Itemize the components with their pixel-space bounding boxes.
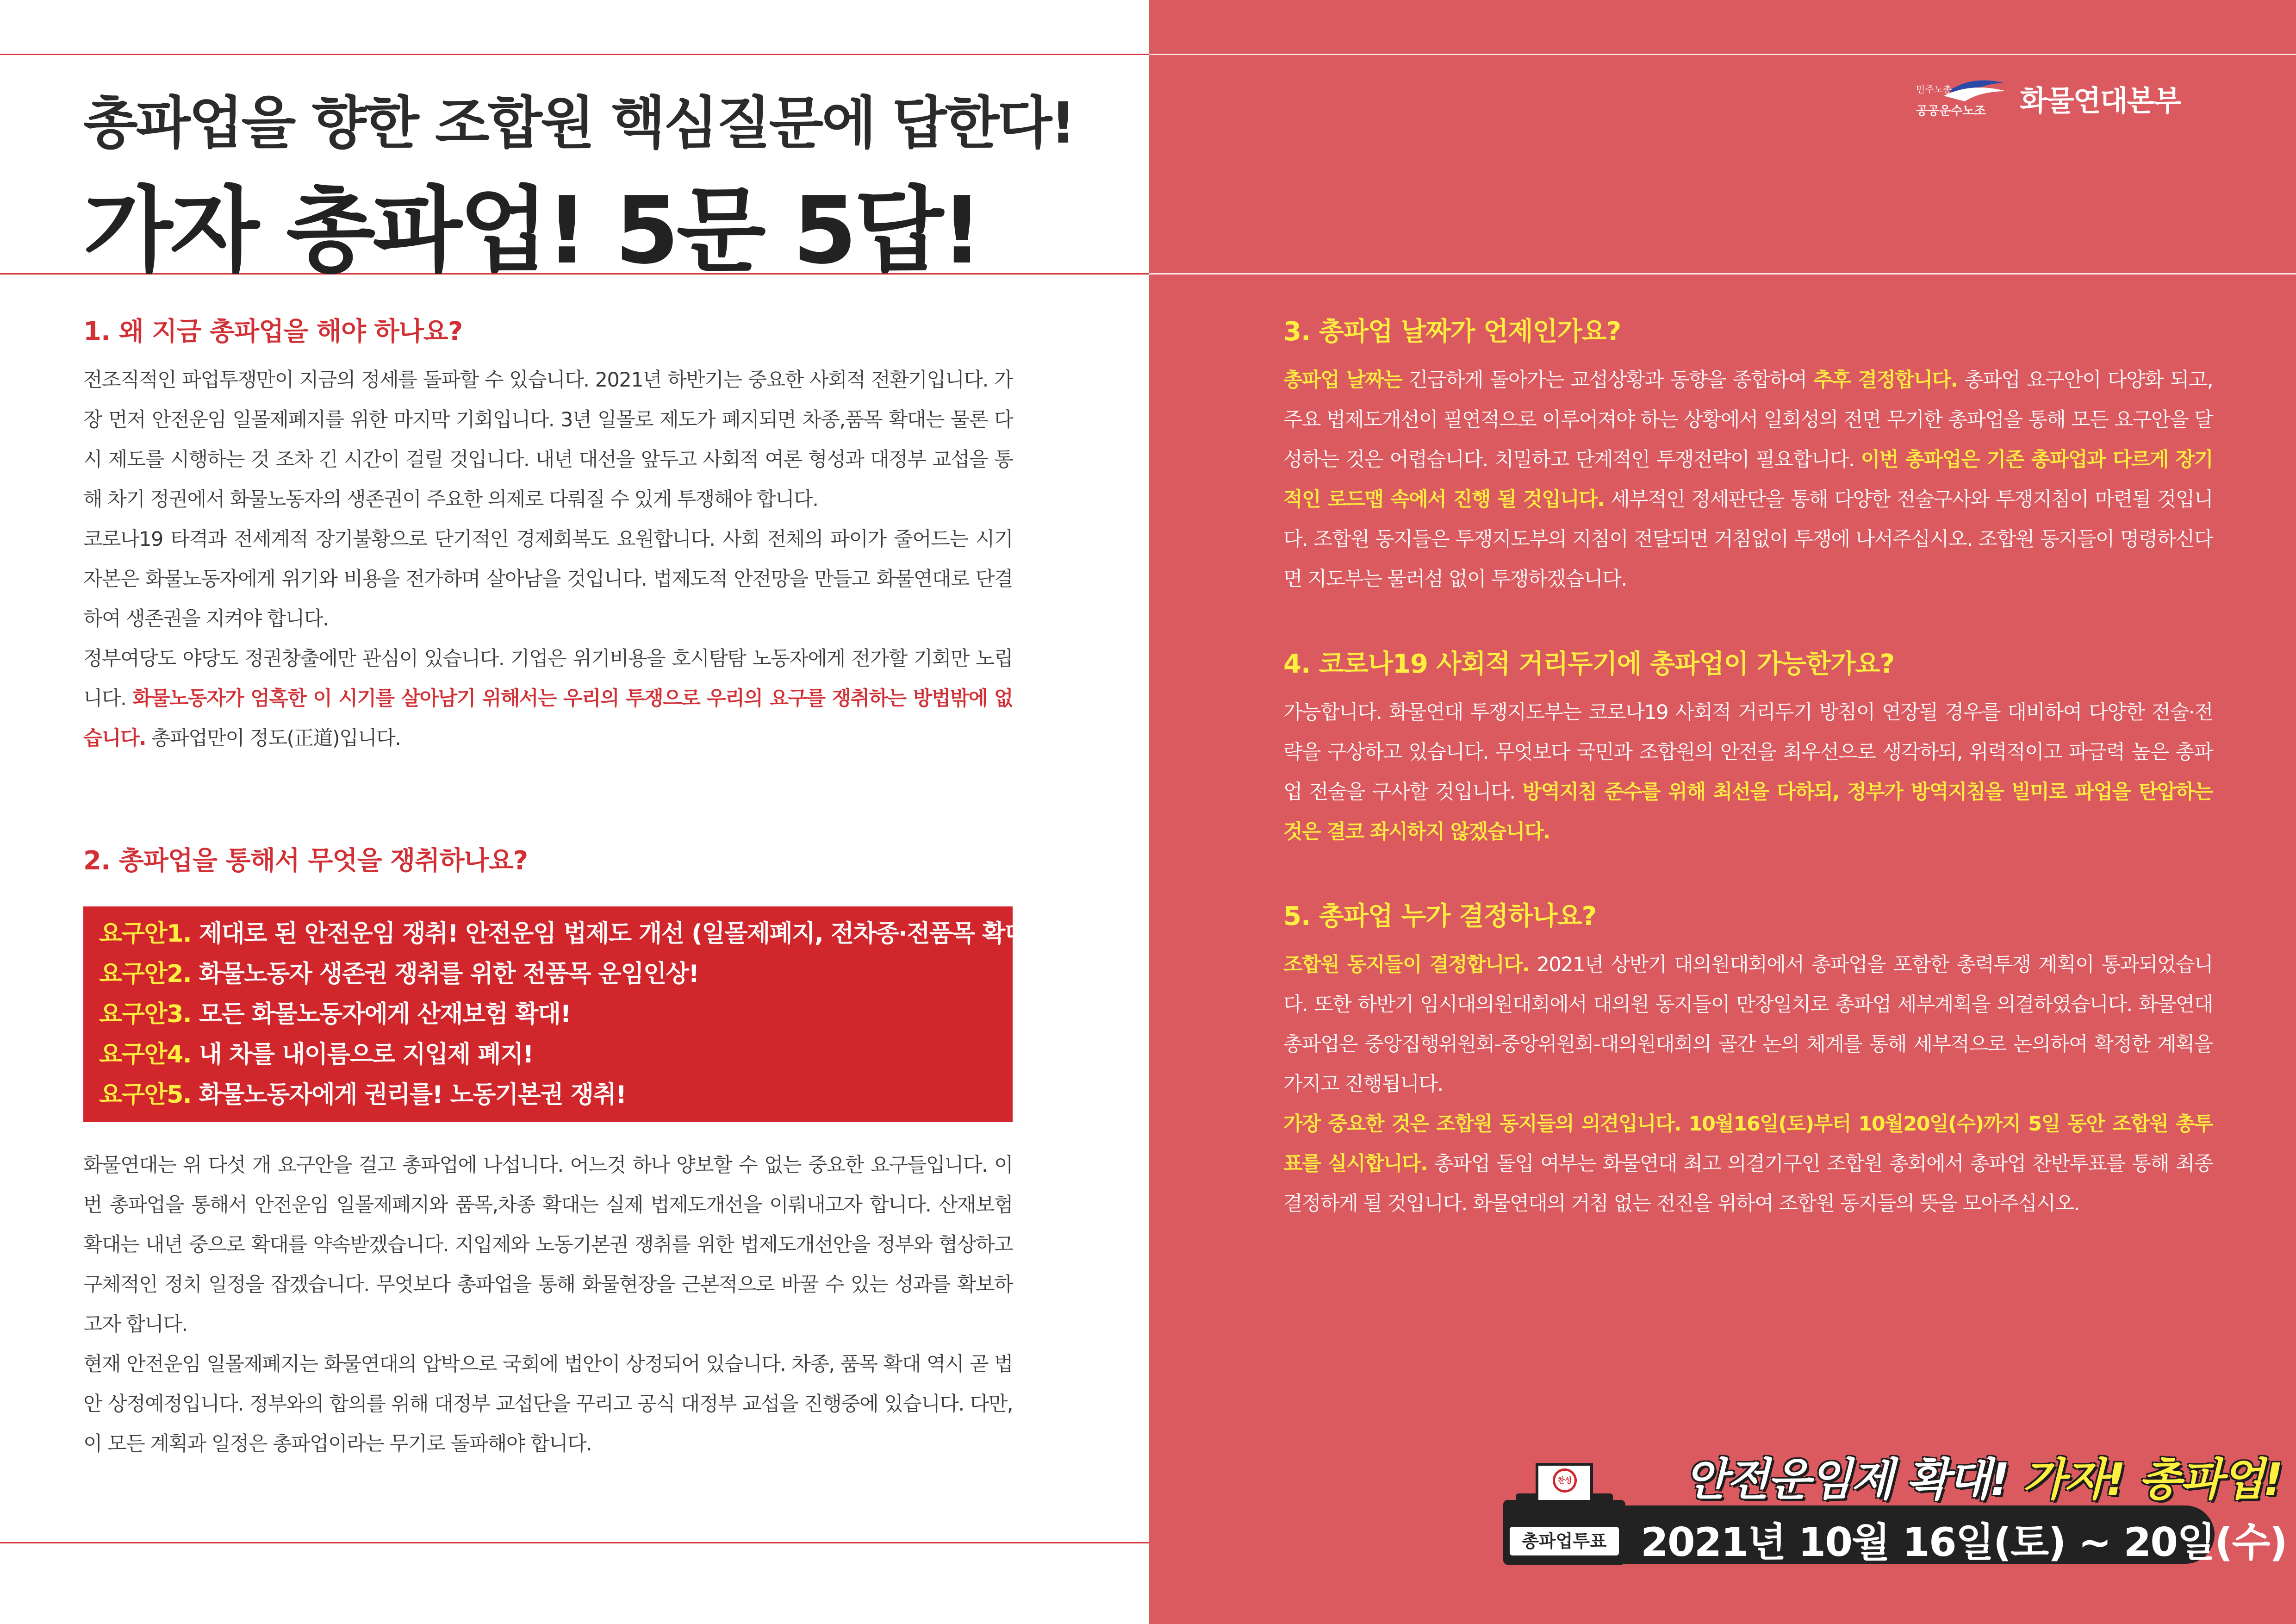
vote-date: 2021년 10월 16일(토) ~ 20일(수) [1641,1519,2287,1566]
bottom-rule-left [0,1542,1149,1543]
q5-paragraph-1 [1283,945,2213,1104]
q3-heading: 3. 총파업 날짜가 언제인가요? [1283,317,1621,347]
q3-paragraph [1283,360,2213,599]
q1-highlight: 화물노동자가 엄혹한 이 시기를 살아남기 위해서는 우리의 투쟁으로 우리의 요구를 쟁취하는 방법밖에 없습니다. [83,687,1013,750]
demand-label: 요구안4. [99,1041,192,1068]
logo-mark [1916,73,2009,124]
q1-body [83,360,1013,758]
logo-org-name: 화물연대본부 [2020,83,2181,118]
q5-text-2: 총파업 돌입 여부는 화물연대 최고 의결기구인 조합원 총회에서 총파업 찬반투표를 통해 최종 결정하게 될 것입니다. 화물연대의 거침 없는 전진을 위하여 조합원 동지들의 뜻을 모아주십시오. [1283,1152,2213,1215]
q3-highlight-3: 이번 총파업은 기존 총파업과 다르게 장기적인 로드맵 속에서 진행 될 것입니다. [1283,448,2213,511]
q1-heading: 1. 왜 지금 총파업을 해야 하나요? [83,317,463,347]
q1-paragraph-2: 코로나19 타격과 전세계적 장기불황으로 단기적인 경제회복도 요원합니다. 사회 전체의 파이가 줄어드는 시기 자본은 화물노동자에게 위기와 비용을 전가하며 살아남을 것입니다. 법제도적 안전망을 만들고 화물연대로 단결하여 생존권을 지켜야 합니다. [83,528,1013,631]
slogan-yellow: 가자! 총파업! [2022,1454,2282,1505]
q5-body [1283,945,2213,1224]
q5-highlight-2: 가장 중요한 것은 조합원 동지들의 의견입니다. 10월16일(토)부터 10월20일(수)까지 5일 동안 조합원 총투표를 실시합니다. [1283,1112,2213,1175]
union-logo [1916,70,2180,126]
demand-text: 제대로 된 안전운임 쟁취! 안전운임 법제도 개선 (일몰제폐지, 전차종·전품목 확대) [191,920,1038,948]
q4-text-1: 가능합니다. 화물연대 투쟁지도부는 코로나19 사회적 거리두기 방침이 연장될 경우를 대비하여 다양한 전술·전략을 구상하고 있습니다. 무엇보다 국민과 조합원의 안전을 최우선으로 생각하되, 위력적이고 파급력 높은 총파업 전술을 구사할 것입니다. [1283,701,2213,804]
q4-highlight-1: 방역지침 준수를 위해 최선을 다하되, 정부가 방역지침을 빌미로 파업을 탄압하는 것은 결코 좌시하지 않겠습니다. [1283,781,2213,843]
q2-paragraph-2: 현재 안전운임 일몰제폐지는 화물연대의 압박으로 국회에 법안이 상정되어 있습니다. 차종, 품목 확대 역시 곧 법안 상정예정입니다. 정부와의 합의를 위해 대정부 교섭단을 꾸리고 공식 대정부 교섭을 진행중에 있습니다. 다만, 이 모든 계획과 일정은 총파업이라는 무기로 돌파해야 합니다. [83,1353,1013,1455]
top-rule-left [0,54,1149,55]
q3-text-3: 세부적인 정세판단을 통해 다양한 전술구사와 투쟁지침이 마련될 것입니다. 조합원 동지들은 투쟁지도부의 지침이 전달되면 거침없이 투쟁에 나서주십시오. 조합원 동지들이 명령하신다면 지도부는 물러섬 없이 투쟁하겠습니다. [1283,488,2213,591]
q2-body [83,1145,1013,1464]
q5-paragraph-2 [1283,1104,2213,1224]
q1-paragraph-3 [83,639,1013,758]
q1-text-b: 총파업만이 정도(正道)입니다. [145,727,401,750]
demand-label: 요구안1. [99,920,192,948]
demand-label: 요구안3. [99,1000,192,1028]
demand-item [99,1075,1013,1115]
demand-text: 화물노동자 생존권 쟁취를 위한 전품목 운임인상! [191,960,699,988]
q1-text-a: 정부여당도 야당도 정권창출에만 관심이 있습니다. 기업은 위기비용을 호시탐탐 노동자에게 전가할 기회만 노립니다. [83,647,1013,710]
q3-text-2: 총파업 요구안이 다양화 되고, 주요 법제도개선이 필연적으로 이루어져야 하는 상황에서 일회성의 전면 무기한 총파업을 통해 모든 요구안을 달성하는 것은 어렵습니다. 치밀하고 단계적인 투쟁전략이 필요합니다. [1283,369,2213,471]
q5-heading: 5. 총파업 누가 결정하나요? [1283,901,1597,931]
slogan [1685,1444,2282,1508]
logo-union-name: 공공운수노조 [1916,104,1986,118]
ballot-box-label: 총파업투표 [1522,1531,1607,1551]
demand-text: 화물노동자에게 권리를! 노동기본권 쟁취! [191,1081,626,1109]
q2-paragraph-1: 화물연대는 위 다섯 개 요구안을 걸고 총파업에 나섭니다. 어느것 하나 양보할 수 없는 중요한 요구들입니다. 이번 총파업을 통해서 안전운임 일몰제폐지와 품목,차종 확대는 실제 법제도개선을 이뤄내고자 합니다. 산재보험 확대는 내년 중으로 확대를 약속받겠습니다. 지입제와 노동기본권 쟁취를 위한 법제도개선안을 정부와 협상하고 구체적인 정치 일정을 잡겠습니다. 무엇보다 총파업을 통해 화물현장을 근본적으로 바꿀 수 있는 성과를 확보하고자 합니다. [83,1154,1013,1336]
page-subtitle: 총파업을 향한 조합원 핵심질문에 답한다! [83,90,1075,156]
demand-item [99,914,1038,954]
demand-text: 내 차를 내이름으로 지입제 폐지! [191,1041,533,1068]
logo-small-text: 민주노총 [1916,84,1952,95]
q2-heading: 2. 총파업을 통해서 무엇을 쟁취하나요? [83,846,528,876]
slogan-white: 안전운임제 확대! [1685,1454,2022,1505]
demand-item [99,1035,1013,1075]
q4-body [1283,693,2213,852]
q3-highlight-2: 추후 결정합니다. [1813,369,1958,392]
q3-body [1283,360,2213,599]
demands-box [83,906,1038,1122]
q5-text-1: 2021년 상반기 대의원대회에서 총파업을 포함한 총력투쟁 계획이 통과되었습니다. 또한 하반기 임시대의원대회에서 대의원 동지들이 만장일치로 총파업 세부계획을 의결하였습니다. 화물연대 총파업은 중앙집행위원회-중앙위원회-대의원대회의 골간 논의 체계를 통해 세부적으로 논의하여 확정한 계획을 가지고 진행됩니다. [1283,953,2213,1096]
demand-text: 모든 화물노동자에게 산재보험 확대! [191,1000,571,1028]
q3-highlight-1: 총파업 날짜는 [1283,369,1402,392]
demand-item [99,994,1013,1035]
q5-highlight-1: 조합원 동지들이 결정합니다. [1283,953,1529,976]
demand-label: 요구안5. [99,1081,192,1109]
demand-item [99,954,1013,994]
q1-paragraph-1: 전조직적인 파업투쟁만이 지금의 정세를 돌파할 수 있습니다. 2021년 하반기는 중요한 사회적 전환기입니다. 가장 먼저 안전운임 일몰제폐지를 위한 마지막 기회입니다. 3년 일몰로 제도가 폐지되면 차종,품목 확대는 물론 다시 제도를 시행하는 것 조차 긴 시간이 걸릴 것입니다. 내년 대선을 앞두고 사회적 여론 형성과 대정부 교섭을 통해 차기 정권에서 화물노동자의 생존권이 주요한 의제로 다뤄질 수 있게 투쟁해야 합니다. [83,369,1013,511]
q4-paragraph [1283,693,2213,852]
q4-heading: 4. 코로나19 사회적 거리두기에 총파업이 가능한가요? [1283,649,1895,679]
top-rule-right [1149,54,2296,55]
q3-text-1: 긴급하게 돌아가는 교섭상황과 동향을 종합하여 [1402,369,1814,392]
approve-stamp-icon: 찬성 [1553,1468,1577,1493]
header-rule-right [1149,273,2296,275]
demand-label: 요구안2. [99,960,192,988]
page-title: 가자 총파업! 5문 5답! [83,177,981,285]
